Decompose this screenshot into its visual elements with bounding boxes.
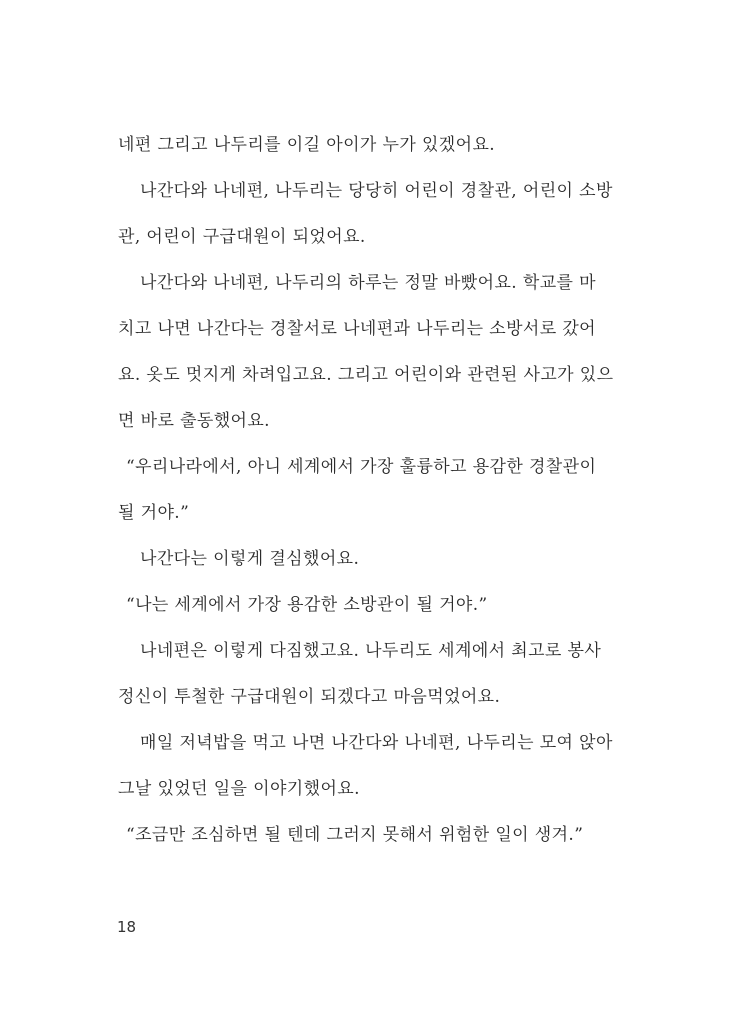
text-line: “우리나라에서, 아니 세계에서 가장 훌륭하고 용감한 경찰관이 (126, 457, 597, 477)
text-line: 관, 어린이 구급대원이 되었어요. (118, 227, 366, 247)
text-line: 그날 있었던 일을 이야기했어요. (118, 779, 360, 799)
text-line: 매일 저녁밥을 먹고 나면 나간다와 나네편, 나두리는 모여 앉아 (140, 733, 613, 753)
text-line: 나간다와 나네편, 나두리는 당당히 어린이 경찰관, 어린이 소방 (140, 181, 613, 201)
text-line: “조금만 조심하면 될 텐데 그러지 못해서 위험한 일이 생겨.” (126, 825, 584, 845)
text-line: 정신이 투철한 구급대원이 되겠다고 마음먹었어요. (118, 687, 501, 707)
text-line: “나는 세계에서 가장 용감한 소방관이 될 거야.” (126, 595, 488, 615)
text-line: 요. 옷도 멋지게 차려입고요. 그리고 어린이와 관련된 사고가 있으 (118, 365, 614, 385)
text-line: 될 거야.” (118, 503, 190, 523)
text-line: 네편 그리고 나두리를 이길 아이가 누가 있겠어요. (118, 135, 496, 155)
text-line: 나간다는 이렇게 결심했어요. (140, 549, 360, 569)
text-line: 면 바로 출동했어요. (118, 411, 270, 431)
text-line: 나간다와 나네편, 나두리의 하루는 정말 바빴어요. 학교를 마 (140, 273, 596, 293)
text-line: 나네편은 이렇게 다짐했고요. 나두리도 세계에서 최고로 봉사 (140, 641, 602, 661)
text-line: 치고 나면 나간다는 경찰서로 나네편과 나두리는 소방서로 갔어 (118, 319, 596, 339)
page-number: 18 (117, 918, 137, 936)
